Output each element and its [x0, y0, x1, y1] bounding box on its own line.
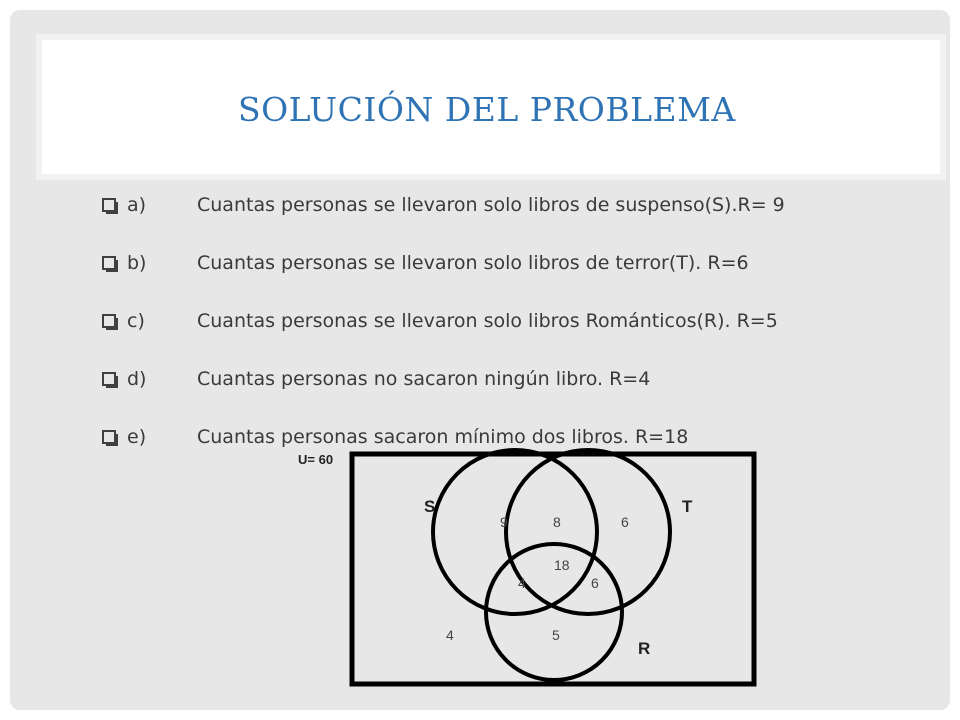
set-t-circle: [506, 450, 670, 614]
venn-svg: [290, 446, 790, 706]
checkbox-bullet-icon: [102, 198, 116, 212]
bullet-item: [102, 186, 785, 224]
bullet-list: [102, 186, 785, 476]
checkbox-bullet-icon: [102, 372, 116, 386]
set-s-circle: [433, 450, 597, 614]
region-only-r: 5: [552, 627, 560, 643]
checkbox-bullet-icon: [102, 314, 116, 328]
bullet-letter: b): [127, 252, 147, 274]
checkbox-bullet-icon: [102, 256, 116, 270]
region-s-and-t: 8: [553, 514, 561, 530]
universe-rectangle: [352, 454, 754, 684]
bullet-text: Cuantas personas se llevaron solo libros de terror(T). R=6: [197, 252, 749, 274]
bullet-text: Cuantas personas se llevaron solo libros Románticos(R). R=5: [197, 310, 778, 332]
set-s-label: S: [424, 497, 436, 516]
venn-diagram: [290, 446, 790, 706]
bullet-text: Cuantas personas sacaron mínimo dos libros. R=18: [197, 426, 689, 448]
bullet-item: [102, 360, 785, 398]
bullet-item: [102, 302, 785, 340]
bullet-text: Cuantas personas se llevaron solo libros de suspenso(S).R= 9: [197, 194, 785, 216]
universe-label: U= 60: [298, 452, 334, 467]
checkbox-bullet-icon: [102, 430, 116, 444]
bullet-letter: c): [127, 310, 145, 332]
region-none: 4: [446, 627, 454, 643]
region-s-and-r: 4: [518, 575, 526, 591]
bullet-letter: a): [127, 194, 147, 216]
bullet-letter: d): [127, 368, 147, 390]
set-t-label: T: [682, 497, 693, 516]
slide-title: SOLUCIÓN DEL PROBLEMA: [238, 90, 736, 129]
set-r-label: R: [638, 639, 651, 658]
region-only-t: 6: [621, 514, 629, 530]
region-only-s: 9: [500, 514, 508, 530]
region-t-and-r: 6: [591, 575, 599, 591]
region-all-three: 18: [554, 557, 570, 573]
slide: [10, 10, 950, 710]
bullet-letter: e): [127, 426, 147, 448]
bullet-item: [102, 244, 785, 282]
bullet-text: Cuantas personas no sacaron ningún libro. R=4: [197, 368, 651, 390]
